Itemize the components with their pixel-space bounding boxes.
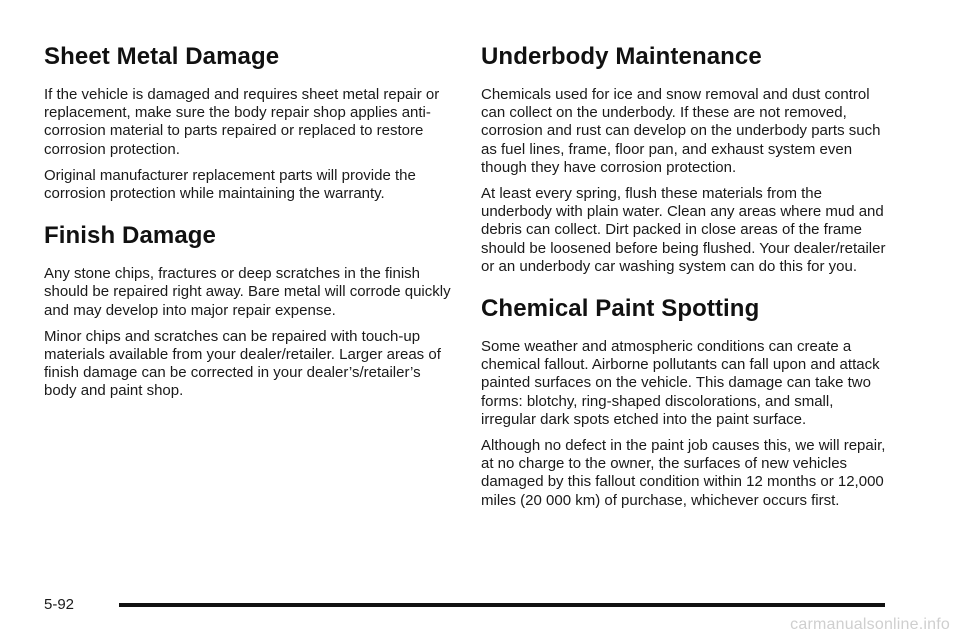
footer-rule <box>119 603 885 607</box>
section-paragraph: Any stone chips, fractures or deep scratches in the finish should be repaired right away. Bare metal will corrode quickly and may develop into major repair expense. <box>44 265 451 319</box>
section-heading: Sheet Metal Damage <box>44 43 280 70</box>
left-column <box>44 40 454 401</box>
section-chemical-paint-spotting <box>481 292 891 510</box>
section-underbody-maintenance <box>481 40 891 276</box>
page-number: 5-92 <box>44 596 75 613</box>
section-heading: Finish Damage <box>44 222 217 250</box>
watermark: carmanualsonline.info <box>790 616 950 633</box>
section-paragraph: Minor chips and scratches can be repaired with touch-up materials available from your dealer/retailer. Larger areas of finish damage can be corrected in your dealer’s/retailer’s body and paint shop. <box>44 327 441 400</box>
section-paragraph: Original manufacturer replacement parts will provide the corrosion protection while maintaining the warranty. <box>44 166 416 203</box>
section-paragraph: If the vehicle is damaged and requires sheet metal repair or replacement, make sure the body repair shop applies anti-corrosion material to parts repaired or replaced to restore corrosion protection. <box>44 86 440 158</box>
section-sheet-metal-damage <box>44 40 454 203</box>
section-heading: Underbody Maintenance <box>481 43 762 70</box>
section-paragraph: Chemicals used for ice and snow removal and dust control can collect on the underbody. If these are not removed, corrosion and rust can develop on the underbody parts such as fuel lines, frame, floor pan, and exhaust system even though they have corrosion protection. <box>481 86 881 176</box>
section-paragraph: At least every spring, flush these materials from the underbody with plain water. Clean any areas where mud and debris can collect. Dirt packed in close areas of the frame should be loosened before being flushed. Your dealer/retailer or an underbody car washing system can do this for you. <box>481 185 886 275</box>
right-column <box>481 40 891 510</box>
section-heading: Chemical Paint Spotting <box>481 295 760 323</box>
section-paragraph: Some weather and atmospheric conditions can create a chemical fallout. Airborne pollutants can fall upon and attack painted surfaces on the vehicle. This damage can take two forms: blotchy, ring-shaped discolorations, and small, irregular dark spots etched into the paint surface. <box>481 338 880 428</box>
section-paragraph: Although no defect in the paint job causes this, we will repair, at no charge to the owner, the surfaces of new vehicles damaged by this fallout condition within 12 months or 12,000 miles (20 000 km) of purchase, whichever occurs first. <box>481 437 886 509</box>
section-finish-damage <box>44 219 454 400</box>
